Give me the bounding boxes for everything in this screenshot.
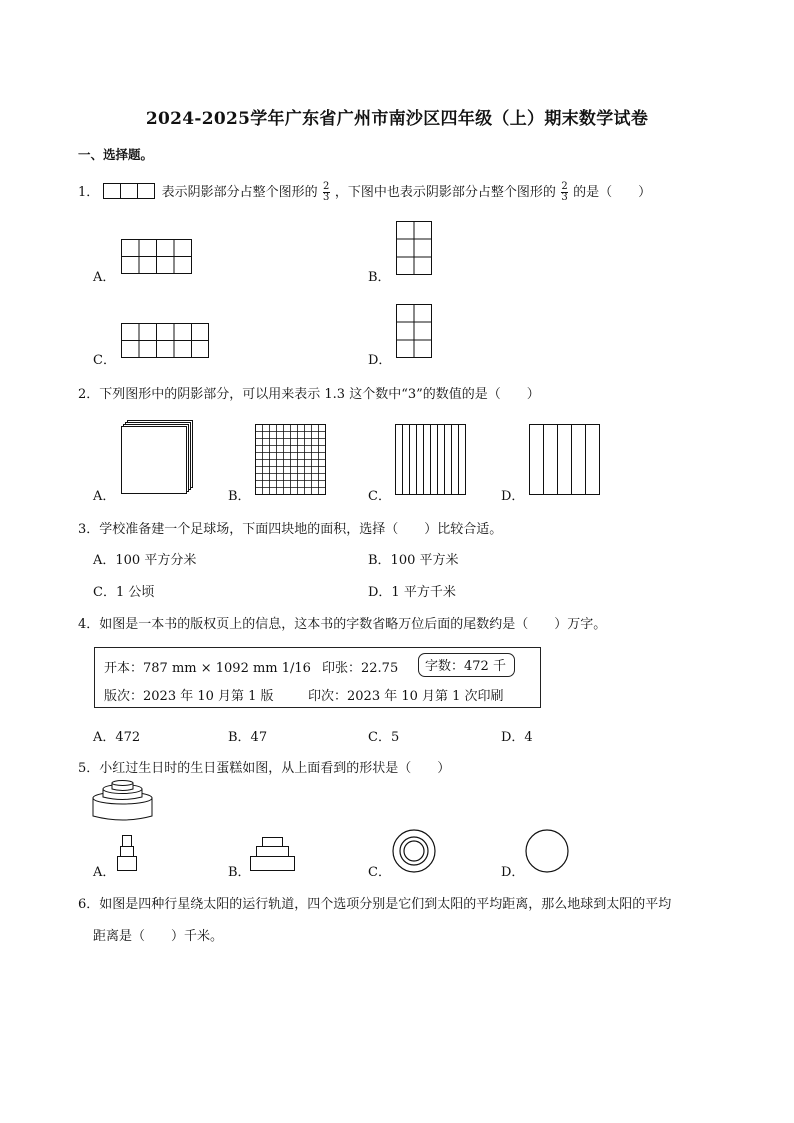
q4-option-d[interactable]: D．4 (501, 730, 533, 745)
page-title: 2024-2025学年广东省广州市南沙区四年级（上）期末数学试卷 (145, 109, 649, 129)
q4-option-a[interactable]: A．472 (93, 730, 141, 745)
info-edition: 版次：2023 年 10 月第 1 版 (104, 689, 274, 704)
q1-option-c-grid[interactable] (121, 323, 210, 359)
fraction-numerator: 2 (561, 181, 568, 192)
q5-option-d-label[interactable]: D． (501, 865, 525, 880)
q1-fraction-2 (561, 182, 568, 203)
fraction-denominator: 3 (561, 192, 568, 203)
q5-option-c-top-view-concentric[interactable] (392, 829, 438, 875)
info-word-count-highlight: 字数：472 千 (418, 653, 515, 677)
q1-text-part1: 表示阴影部分占整个图形的 (161, 185, 318, 200)
section-heading: 一、选择题。 (78, 147, 154, 162)
q1-option-c-label[interactable]: C． (93, 353, 116, 368)
q3-option-a[interactable]: A．100 平方分米 (93, 553, 197, 568)
q1-fraction-1 (323, 182, 330, 203)
q1-text-part3: 的是（ ） (573, 185, 652, 200)
question-3: 3．学校准备建一个足球场，下面四块地的面积，选择（ ）比较合适。 (78, 522, 503, 537)
info-print-sheets: 印张：22.75 (322, 661, 399, 676)
q2-option-b-label[interactable]: B． (228, 489, 251, 504)
question-6-line-1: 6．如图是四种行星绕太阳的运行轨道，四个选项分别是它们到太阳的平均距离，那么地球到太阳的平均 (78, 897, 672, 912)
q5-option-b-label[interactable]: B． (228, 865, 251, 880)
question-2: 2．下列图形中的阴影部分，可以用来表示 1.3 这个数中“3”的数值的是（ ） (78, 387, 540, 402)
fraction-denominator: 3 (323, 192, 330, 203)
q2-option-d-label[interactable]: D． (501, 489, 525, 504)
q5-option-a-label[interactable]: A． (93, 865, 116, 880)
q3-option-d[interactable]: D．1 平方千米 (368, 585, 456, 600)
q1-number: 1． (78, 185, 100, 200)
q1-option-a-label[interactable]: A． (93, 270, 116, 285)
fraction-numerator: 2 (323, 181, 330, 192)
q2-option-c-label[interactable]: C． (368, 489, 391, 504)
question-6-line-2: 距离是（ ）千米。 (93, 929, 224, 944)
q1-text-part2: ，下图中也表示阴影部分占整个图形的 (334, 185, 556, 200)
q4-option-c[interactable]: C．5 (368, 730, 400, 745)
q5-option-b-side-view[interactable] (250, 837, 296, 873)
q2-option-a-label[interactable]: A． (93, 489, 116, 504)
question-1 (78, 181, 651, 203)
q2-option-c-ten-strips[interactable] (395, 424, 467, 496)
q1-option-d-grid[interactable] (396, 304, 433, 359)
info-printing: 印次：2023 年 10 月第 1 次印刷 (308, 689, 504, 704)
q3-option-c[interactable]: C．1 公顷 (93, 585, 155, 600)
q1-option-b-grid[interactable] (396, 221, 433, 276)
q1-example-bar-figure (103, 183, 157, 199)
q5-option-c-label[interactable]: C． (368, 865, 391, 880)
question-5: 5．小红过生日时的生日蛋糕如图，从上面看到的形状是（ ） (78, 761, 451, 776)
q2-option-b-hundred-grid[interactable] (255, 424, 327, 496)
info-format: 开本：787 mm × 1092 mm 1/16 (104, 661, 311, 676)
q5-option-d-single-circle[interactable] (525, 829, 571, 875)
q3-option-b[interactable]: B．100 平方米 (368, 553, 459, 568)
q2-option-a-stacked-squares[interactable] (121, 420, 195, 496)
q2-option-d-five-strips[interactable] (529, 424, 601, 496)
question-4: 4．如图是一本书的版权页上的信息，这本书的字数省略万位后面的尾数约是（ ）万字。 (78, 617, 607, 632)
q4-option-b[interactable]: B．47 (228, 730, 268, 745)
q1-option-a-grid[interactable] (121, 239, 193, 275)
q5-option-a-front-view[interactable] (116, 835, 140, 873)
q1-option-d-label[interactable]: D． (368, 353, 392, 368)
q5-birthday-cake-figure (92, 780, 154, 822)
q1-option-b-label[interactable]: B． (368, 270, 391, 285)
